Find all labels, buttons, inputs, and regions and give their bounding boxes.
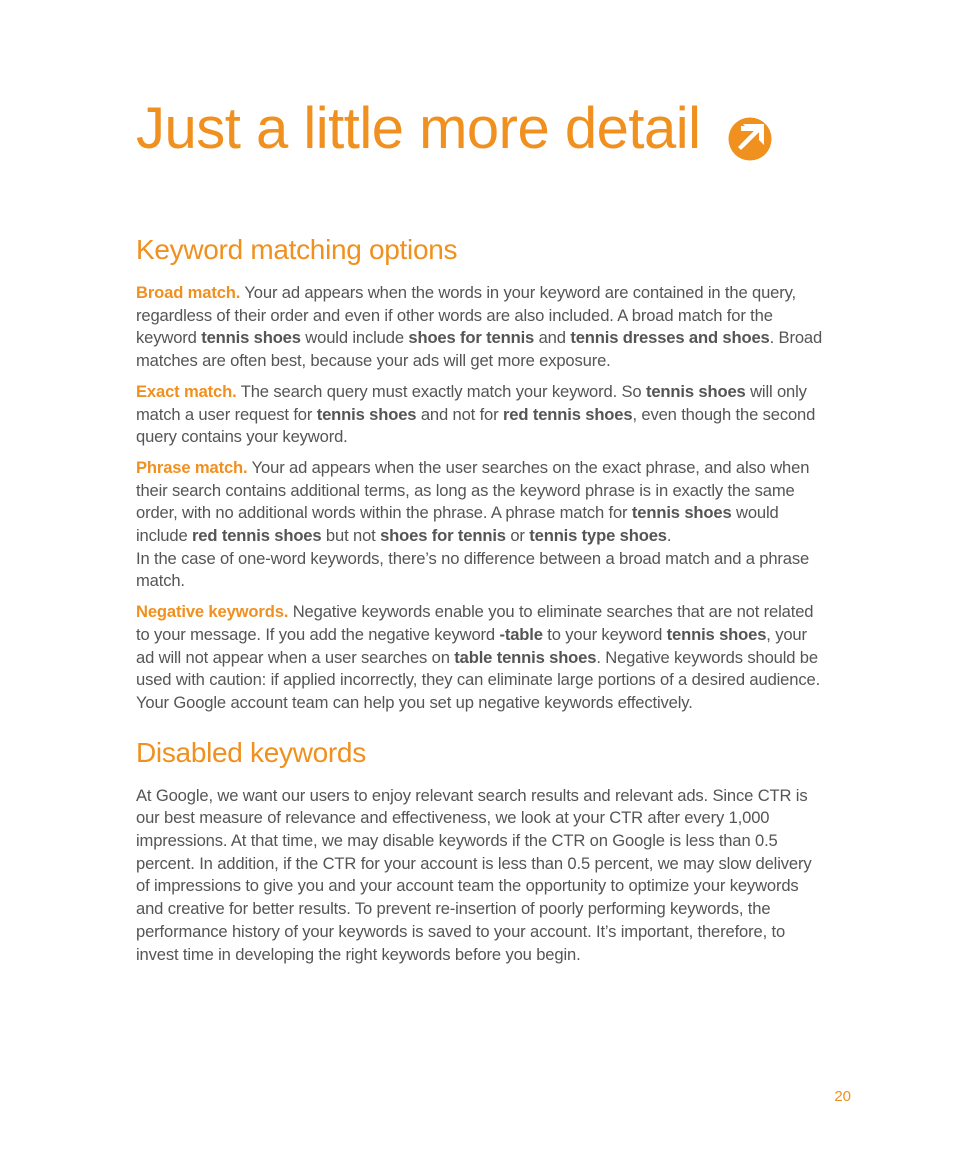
text-run: , even though the second query contains your keyword. — [136, 404, 816, 447]
page-title-text: Just a little more detail — [136, 96, 701, 161]
section — [136, 230, 826, 715]
text-run: to your keyword — [542, 624, 667, 644]
section-heading: Disabled keywords — [136, 736, 366, 768]
paragraph-lead: Broad match. — [136, 283, 241, 302]
text-run: would include — [300, 328, 409, 348]
text-run: The search query must exactly match your keyword. So — [236, 381, 646, 401]
paragraph-lead: Negative keywords. — [136, 602, 289, 622]
document-body — [136, 230, 826, 974]
keyword-example: tennis shoes — [645, 381, 746, 401]
text-run: , your ad will not appear when a user searches on — [136, 624, 807, 667]
keyword-example: tennis type shoes — [529, 526, 667, 546]
paragraph — [136, 381, 826, 449]
keyword-example: shoes for tennis — [380, 526, 506, 546]
paragraph — [136, 282, 826, 373]
keyword-example: -table — [499, 624, 543, 644]
text-run: Negative keywords enable you to eliminate searches that are not related to your message. If you add the negative keyword — [136, 602, 814, 644]
keyword-example: red tennis shoes — [502, 404, 633, 424]
keyword-example: shoes for tennis — [408, 328, 535, 348]
text-run: Your ad appears when the user searches on the exact phrase, and also when their search contains additional terms, as long as the keyword phrase is in exactly the same order, with no additional words within the phrase. A phrase match for — [136, 457, 810, 523]
keyword-example: tennis shoes — [631, 503, 732, 523]
paragraph — [136, 457, 826, 593]
text-run: Your ad appears when the words in your keyword are contained in the query, regardless of their order and even if other words are also included. A broad match for the keyword — [136, 283, 796, 348]
keyword-example: table tennis shoes — [454, 647, 597, 667]
section-heading: Keyword matching options — [136, 234, 458, 265]
keyword-example: tennis shoes — [316, 404, 417, 424]
text-run: . Negative keywords should be used with caution: if applied incorrectly, they can eliminate large portions of a desired audience. Your Google account team can help you set up negative keywords effectively. — [136, 647, 821, 712]
keyword-example: red tennis shoes — [192, 526, 322, 546]
arrow-up-right-circle-icon — [727, 108, 773, 154]
section — [136, 733, 826, 967]
text-run: . Broad matches are often best, because your ads will get more exposure. — [136, 328, 823, 371]
keyword-example: tennis shoes — [666, 624, 767, 644]
text-run: will only match a user request for — [136, 381, 807, 424]
keyword-example: tennis shoes — [201, 328, 301, 348]
text-run: or — [505, 526, 530, 546]
text-run: . In the case of one-word keywords, there’s no difference between a broad match and a phrase match. — [136, 526, 810, 591]
paragraph — [136, 785, 826, 967]
text-run: At Google, we want our users to enjoy relevant search results and relevant ads. Since CTR is our best measure of relevance and effectiveness, we look at your CTR after every 1,000 impressions. At that time, we may disable keywords if the CTR on Google is less than 0.5 percent. In addition, if the CTR for your account is less than 0.5 percent, we may slow delivery of impressions to give you and your account team the opportunity to optimize your keywords and creative for better results. To prevent re-insertion of poorly performing keywords, the performance history of your keywords is saved to your account. It’s important, therefore, to invest time in developing the right keywords before you begin. — [136, 785, 812, 964]
paragraph — [136, 601, 826, 715]
paragraph-lead: Phrase match. — [136, 457, 248, 477]
keyword-example: tennis dresses and shoes — [570, 328, 770, 348]
text-run: and not for — [416, 404, 503, 424]
page-title — [136, 94, 773, 164]
text-run: and — [534, 328, 571, 348]
paragraph-lead: Exact match. — [136, 381, 237, 401]
text-run: but not — [321, 526, 381, 546]
page-number: 20 — [834, 1088, 851, 1105]
text-run: would include — [136, 503, 779, 546]
